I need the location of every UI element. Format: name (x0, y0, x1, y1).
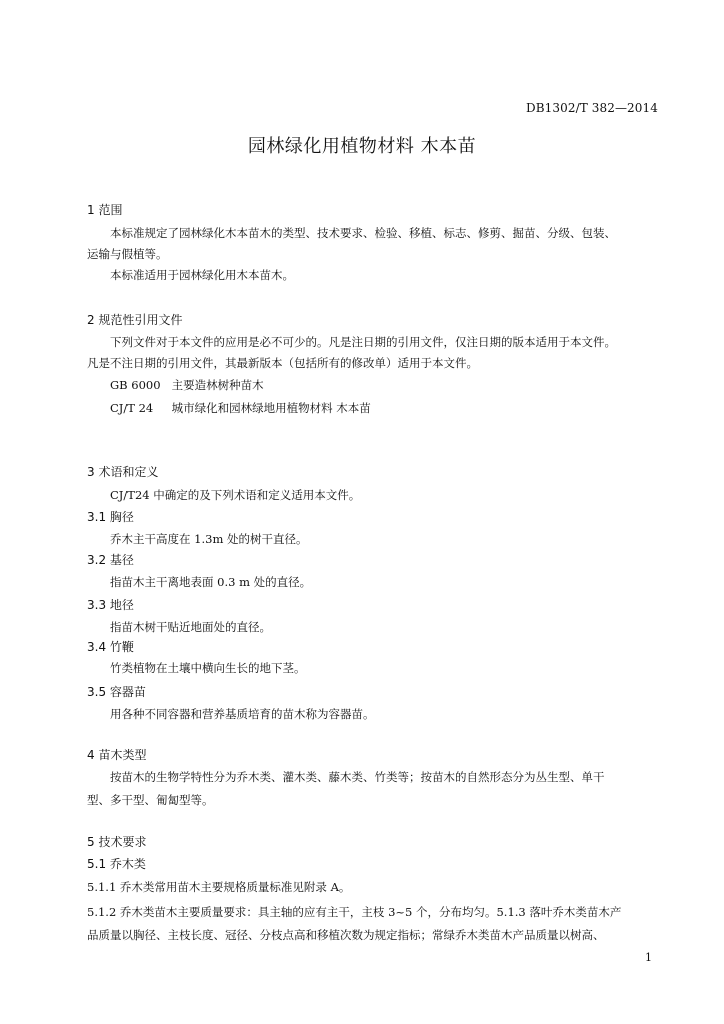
section-2-heading: 2 规范性引用文件 (87, 313, 183, 327)
reference-title: 城市绿化和园林绿地用植物材料 木本苗 (171, 401, 371, 415)
term-definition: 用各种不同容器和营养基质培育的苗木称为容器苗。 (110, 707, 375, 721)
standard-code: DB1302/T 382—2014 (526, 101, 658, 115)
reference-row (110, 376, 264, 394)
scope-paragraph-1-line-2: 运输与假植等。 (87, 247, 168, 261)
term-heading: 3.4 竹鞭 (87, 640, 134, 654)
term-heading: 3.2 基径 (87, 553, 134, 567)
scope-paragraph-2: 本标准适用于园林绿化用木本苗木。 (110, 268, 294, 282)
seedling-types-line-2: 型、多干型、匍匐型等。 (87, 793, 214, 807)
scope-paragraph-1-line-1: 本标准规定了园林绿化木本苗木的类型、技术要求、检验、移植、标志、修剪、掘苗、分级、包装、 (110, 226, 616, 240)
section-1-heading: 1 范围 (87, 203, 123, 217)
terms-intro: CJ/T24 中确定的及下列术语和定义适用本文件。 (110, 488, 361, 502)
reference-row (110, 399, 371, 417)
section-4-heading: 4 苗木类型 (87, 748, 147, 762)
reference-code: CJ/T 24 (110, 401, 154, 415)
seedling-types-line-1: 按苗木的生物学特性分为乔木类、灌木类、藤木类、竹类等；按苗木的自然形态分为丛生型、单干 (110, 770, 605, 784)
technical-requirement-5-1-2-line-2: 品质量以胸径、主枝长度、冠径、分枝点高和移植次数为规定指标；常绿乔木类苗木产品质量以树高、 (87, 928, 605, 942)
page-number: 1 (645, 951, 652, 964)
technical-requirement-5-1-1: 5.1.1 乔木类常用苗木主要规格质量标准见附录 A。 (87, 880, 351, 894)
section-5-1-heading: 5.1 乔木类 (87, 857, 146, 871)
term-definition: 指苗木树干贴近地面处的直径。 (110, 620, 271, 634)
section-3-heading: 3 术语和定义 (87, 465, 159, 479)
term-definition: 乔木主干高度在 1.3m 处的树干直径。 (110, 532, 308, 546)
section-5-heading: 5 技术要求 (87, 835, 147, 849)
document-title: 园林绿化用植物材料 木本苗 (247, 136, 477, 157)
reference-title: 主要造林树种苗木 (171, 378, 264, 392)
reference-code: GB 6000 (110, 378, 161, 392)
term-heading: 3.1 胸径 (87, 510, 134, 524)
term-heading: 3.3 地径 (87, 598, 134, 612)
normative-references-line-1: 下列文件对于本文件的应用是必不可少的。凡是注日期的引用文件，仅注日期的版本适用于本文件。 (110, 335, 616, 349)
normative-references-line-2: 凡是不注日期的引用文件，其最新版本（包括所有的修改单）适用于本文件。 (87, 356, 478, 370)
term-definition: 竹类植物在土壤中横向生长的地下茎。 (110, 661, 306, 675)
term-heading: 3.5 容器苗 (87, 685, 146, 699)
term-definition: 指苗木主干离地表面 0.3 m 处的直径。 (110, 575, 312, 589)
technical-requirement-5-1-2-line-1: 5.1.2 乔木类苗木主要质量要求：具主轴的应有主干，主枝 3~5 个，分布均匀。5.1.3 落叶乔木类苗木产 (87, 905, 622, 919)
